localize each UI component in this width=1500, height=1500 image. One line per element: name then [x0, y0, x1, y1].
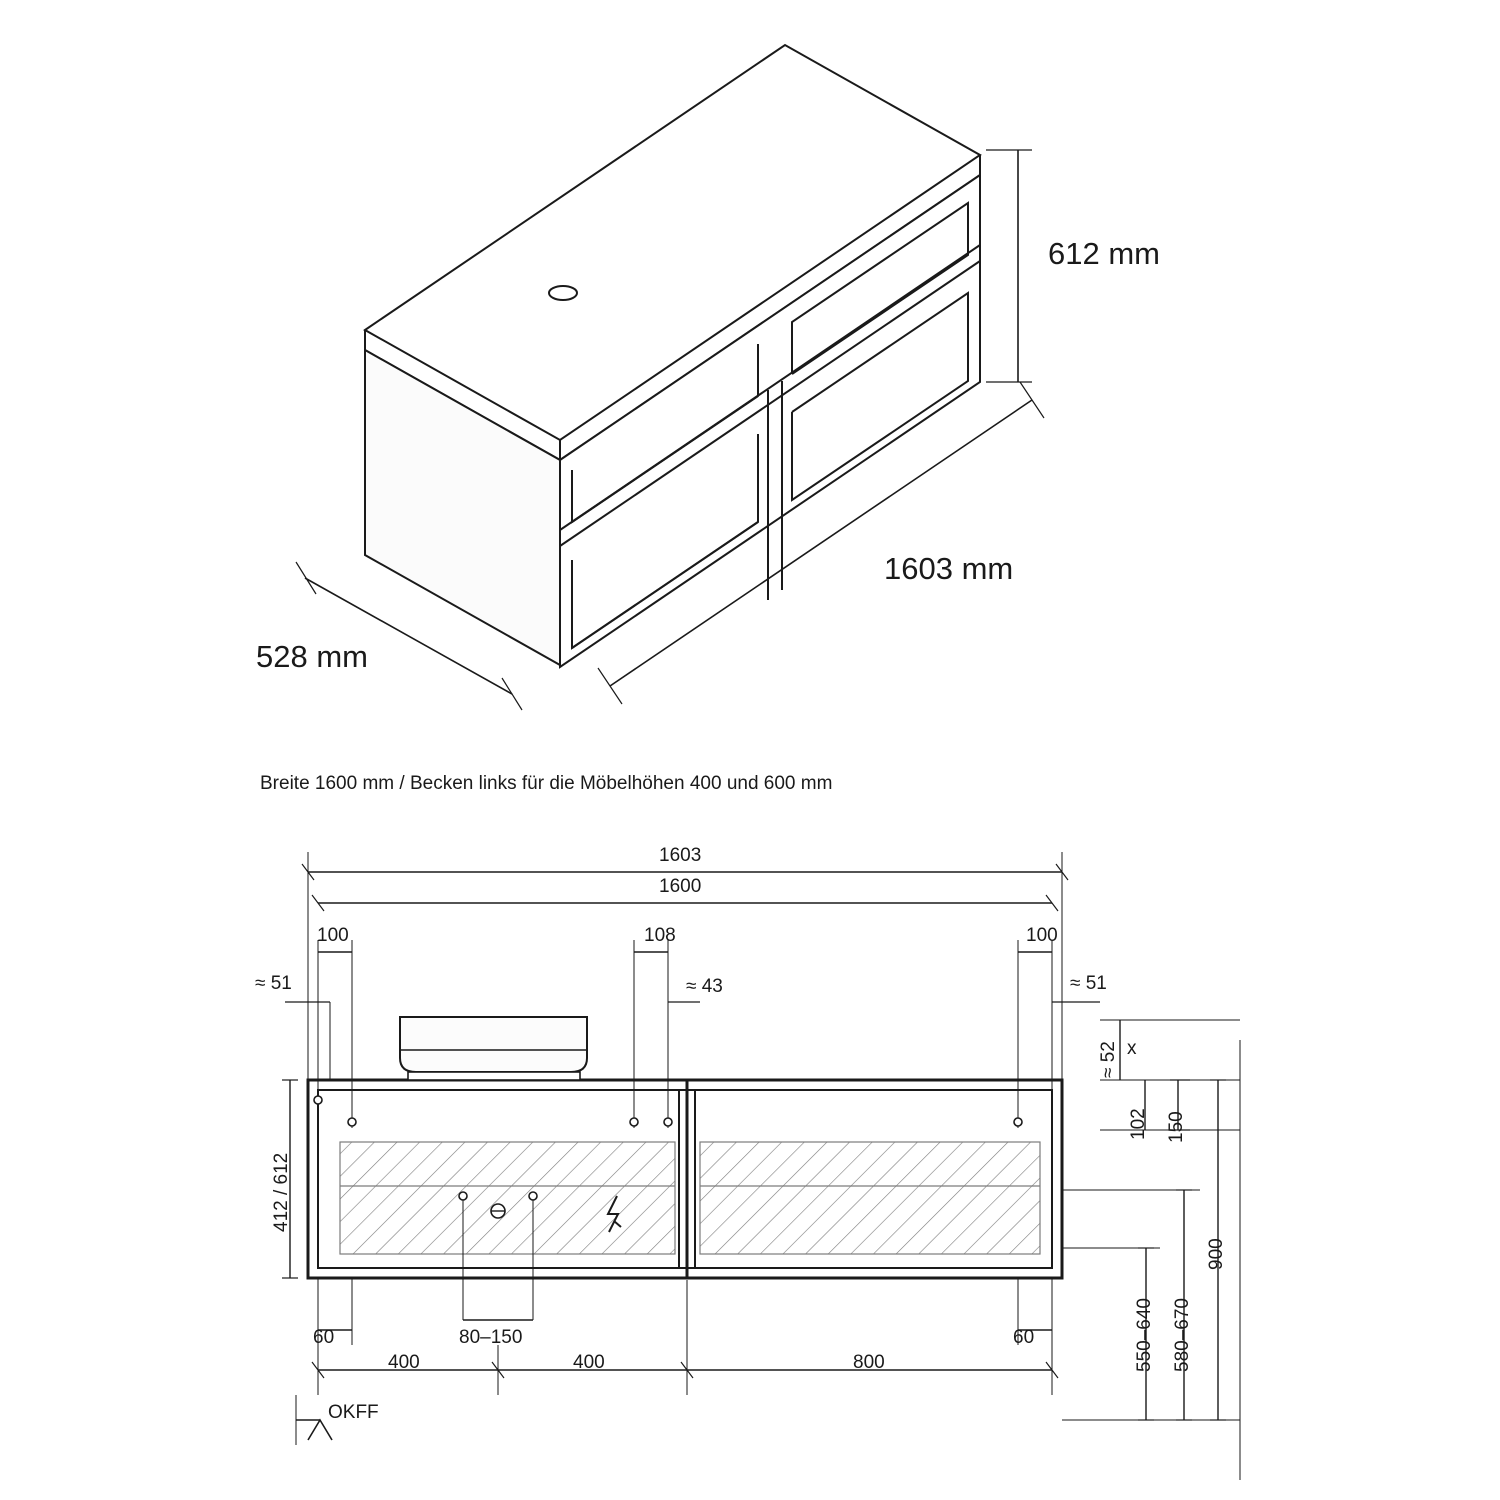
drawing-caption: Breite 1600 mm / Becken links für die Möbelhöhen 400 und 600 mm [260, 773, 833, 794]
dim-center-approx-43: ≈ 43 [686, 976, 723, 997]
dim-center-108: 108 [644, 925, 676, 946]
iso-width-label: 1603 mm [884, 551, 1014, 586]
dim-550-640: 550–640 [1134, 1298, 1155, 1372]
iso-depth-label: 528 mm [256, 639, 368, 674]
dim-left-100: 100 [317, 925, 349, 946]
floor-level-label: OKFF [328, 1402, 379, 1423]
dim-1603: 1603 [659, 845, 702, 866]
dim-right-100: 100 [1026, 925, 1058, 946]
dim-1600: 1600 [659, 876, 702, 897]
dim-x-mark: x [1127, 1038, 1137, 1059]
dim-right-approx-51: ≈ 51 [1070, 973, 1107, 994]
dim-segment-400-b: 400 [573, 1352, 605, 1373]
dim-segment-800: 800 [853, 1352, 885, 1373]
dim-approx-52: ≈ 52 [1098, 1041, 1119, 1078]
dim-bottom-right-60: 60 [1013, 1327, 1035, 1348]
dim-580-670: 580–670 [1172, 1298, 1193, 1372]
iso-height-label: 612 mm [1048, 236, 1160, 271]
dim-segment-400-a: 400 [388, 1352, 420, 1373]
dim-150: 150 [1166, 1111, 1187, 1143]
dim-basin-range: 80–150 [459, 1327, 523, 1348]
dim-900: 900 [1206, 1238, 1227, 1270]
dim-left-approx-51: ≈ 51 [255, 973, 292, 994]
dim-bottom-left-60: 60 [313, 1327, 335, 1348]
dim-height-412-612: 412 / 612 [271, 1152, 292, 1232]
dim-102: 102 [1128, 1108, 1149, 1140]
